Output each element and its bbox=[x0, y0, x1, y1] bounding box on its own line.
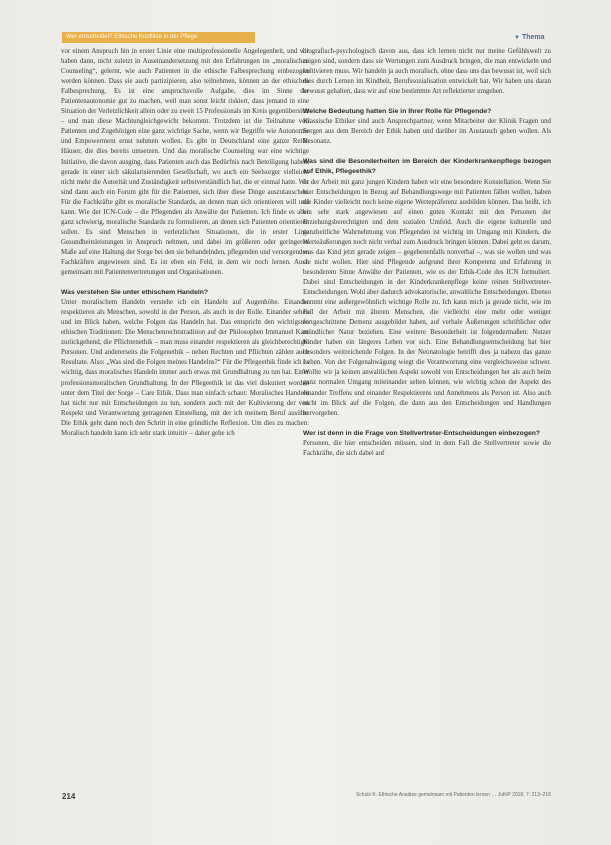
thema-label: Thema bbox=[521, 34, 545, 41]
footer-citation: Schulz K. Ethische Ansätze gemeinsam mit Patienten lernen … JuKiP 2018; 7: 213–216 bbox=[355, 792, 551, 798]
right-paragraph-3: In der Arbeit mit ganz jungen Kindern haben wir eine besondere Konstellation. Wenn Sie hier Entscheidungen in Bezug auf Behandlungswege mit Patienten fällen wollen, haben die Kinder vielleicht noch keine eigene Wertepräferenz ausbilden können. Das heißt, ich bin sehr stark angewiesen auf einen guten Kontakt mit den Personen der Erziehungsberechtigten und dem sozialen Umfeld. Auch die eigene kulturelle und ganzheitliche Wahrnehmung von Pflegenden ist wichtig im Umgang mit Kindern, die Werteäußerungen noch nicht verbal zum Ausdruck bringen können. Dabei geht es darum, was das Kind jetzt gerade zeigen – gegebenenfalls nonverbal –, was sie wollen und was sie nicht wollen. Hier sind Pflegende aufgrund ihrer Kompetenz und Erfahrung in besonderem Sinne Anwälte der Patienten, wie es der Ethik-Code des ICN formuliert. Dabei sind Entscheidungen in der Kinderkrankenpflege keine reinen Stellvertreter-Entscheidungen. Wohl aber dadurch advokatorische, anwaltliche Entscheidungen. Ebenso kommt eine außergewöhnlich wichtige Rolle zu. Ich kann mich ja gerade nicht, wie im Fall der Arbeit mit älteren Menschen, die vielleicht eine mehr oder weniger fortgeschrittene Demenz ausgebildet haben, auf verbale Äußerungen schriftlicher oder mündlicher Natur beziehen. Eine weitere Besonderheit ist folgendermaßen: Nutzer Kinder haben ein längeres Leben vor sich. Eine Behandlungsentscheidung hat hier besonders weitreichende Folgen. In der Neonatologie betrifft dies ja nahezu das ganze Leben. Von der Folgenabwägung wiegt die Verantwortung eine vergleichsweise schwer. Wollte wir ja keinen anwaltlichen Aspekt sowohl von Entscheidungen her als auch beim ganz normalen Umgang miteinander selten können, wie wichtig schon der Aspekt des einander Treffens und einander Respektierens und Annehmens als Person ist. Also auch nicht im Blick auf die Folgen, die dann aus den Entscheidungen und Handlungen hervorgehen. bbox=[303, 178, 551, 417]
left-paragraph-1: vor einem Anspruch hin in erster Linie eine multiprofessionelle Angelegenheit, und wir haben dann, nicht zuletzt in Auseinandersetzung mit den Erfahrungen im „moralischen Counseling“, gelernt, wie auch Patienten in die ethische Falbesprechung einbezogen werden können. Dass sie auch partizipieren, also teilnehmen, können an der ethischen Falbesprechung. Es ist eine anspruchsvolle Aufgabe, dies im Sinne der Patientenautonomie gut zu machen, weil man sonst leicht riskiert, dass jemand in eine Situation der Verletzlichkeit allein oder zu zweit 15 Professionals im Kreis gegenübersitzt – und man diese Machtungleichgewicht bekommt. Trotzdem ist die Teilnahme von Patienten und Zugehörigen eine ganz wichtige Sache, wenn wir Begriffe wie Autonomie und Empowerment ernst nehmen wollen. Es gibt in Deutschland eine ganze Reihe Häuser, die dies bereits umsetzen. Und das moralische Counseling war eine wichtige Initiative, die davon ausging, dass Patienten auch das Bedürfnis nach Beteiligung haben, gerade in einer sich säkularisierenden Gesellschaft, wo auch ein Seelsorger vielleicht nicht mehr die Autorität und Zuständigkeit selbstverständlich hat, die er einmal hatte. Wir sind dann auch ein Forum gibt für die Patienten, sich über diese Dinge auszutauschen. Für die Fachkräfte gibt es moralische Standards, an denen man sich orientieren will und kann. Wie der ICN-Code – die Pflegenden als Anwälte der Patienten. Ich finde es aber ganz schwierig, moralische Standards zu formulieren, an denen sich Patienten orientieren sollen. Es sind Menschen in verletzlichen Situationen, die in erster Linie Gesundheitsleistungen in Anspruch nehmen, und dabei im größeren oder geringeren Maße auf eine Haltung der Sorge bei den sie behandelnden, pflegenden und versorgenden Fachkräften angewiesen sind. Es ist eben ein Feld, in dem wir noch lernen. Auch gemeinsam mit Patientenvertretungen und Organisationen. bbox=[61, 48, 309, 277]
section-header-bar bbox=[62, 32, 255, 43]
right-text-column bbox=[303, 47, 551, 459]
left-text-column bbox=[61, 47, 309, 439]
page-number: 214 bbox=[62, 792, 76, 801]
right-paragraph-1: biografisch-psychologisch davon aus, dass ich lernen nicht nur meine Gefühlswelt zu zeigen sind, sondern dass sie Wertungen zum Ausdruck bringen, die man entwickeln und kultivieren muss. Wir handeln ja auch moralisch, ohne dass uns das bewusst ist, weil sich dies durch Lernen im Kindheit, Berufssozialisation entwickelt hat. Wir haben uns daran bewusst gehalten, dass wir auf eine bestimmte Art reflektierter umgehen. bbox=[303, 48, 551, 96]
thema-label-wrapper[interactable] bbox=[514, 32, 545, 43]
right-heading-3: Wer ist denn in die Frage von Stellvertreter-Entscheidungen einbezogen? bbox=[303, 429, 541, 437]
section-label: Wer entscheidet? Ethische Konflikte in der Pflege bbox=[66, 34, 198, 40]
right-paragraph-4: Personen, die hier entscheiden müssen, sind in dem Fall die Stellvertreter sowie die Fachkräfte, die sich dabei auf bbox=[303, 439, 551, 457]
right-heading-2: Was sind die Besonderheiten im Bereich der Kinderkrankenpflege bezogen auf Ethik, Pflegeethik? bbox=[303, 158, 551, 176]
left-heading-1: Was verstehen Sie unter ethischem Handeln? bbox=[61, 289, 209, 297]
right-heading-1: Welche Bedeutung hatten Sie in Ihrer Rolle für Pflegende? bbox=[303, 108, 492, 116]
left-paragraph-2: Unter moralischem Handeln verstehe ich ein Handeln auf Augenhöhe. Einander respektieren als Menschen, sowohl in der Person, als auch in der Rolle. Einander sehen und im Blick haben, welche Folgen das Handeln hat. Das entspricht den wichtigsten ethischen Traditionen: Die Menschenrechtstradition auf der Philosophen Immanuel Kant zurückgehend, die Pflichtenethik – man muss einander respektieren als gleichberechtigte Personen. Und andererseits die Folgenethik – neben Rechten und Pflichten zählen auch Resultate. Also: „Was sind die Folgen meines Handelns?“ Für die Pflegeethik finde ich es wichtig, dass moralisches Handeln immer auch etwas mit Grundhaltung zu tun hat. Einer professionsmoralischen Grundhaltung. In der Pflegeethik ist das viel diskutiert worden unter dem Titel der Sorge – Care Ethik. Dass man einfach schaut: Moralisches Handeln hat nicht nur mit Entscheidungen zu tun, sondern auch mit der Kultivierung der von Respekt und Verantwortung getragenen Einstellung, mit der ich meinem Beruf ausübe. Die Ethik geht dann noch den Schritt in eine gründliche Reflexion. Um dies zu machen: Moralisch handeln kann ich sehr stark intuitiv – daher gehe ich bbox=[61, 299, 309, 437]
right-paragraph-2: Klassische Ethiker sind auch Ansprechpartner, wenn Mitarbeiter der Klinik Fragen und Sorgen aus dem Bereich der Ethik haben und darüber im Austausch gehen wollen. Als Resonanz. bbox=[303, 118, 551, 146]
triangle-down-icon: ▼ bbox=[514, 35, 520, 41]
